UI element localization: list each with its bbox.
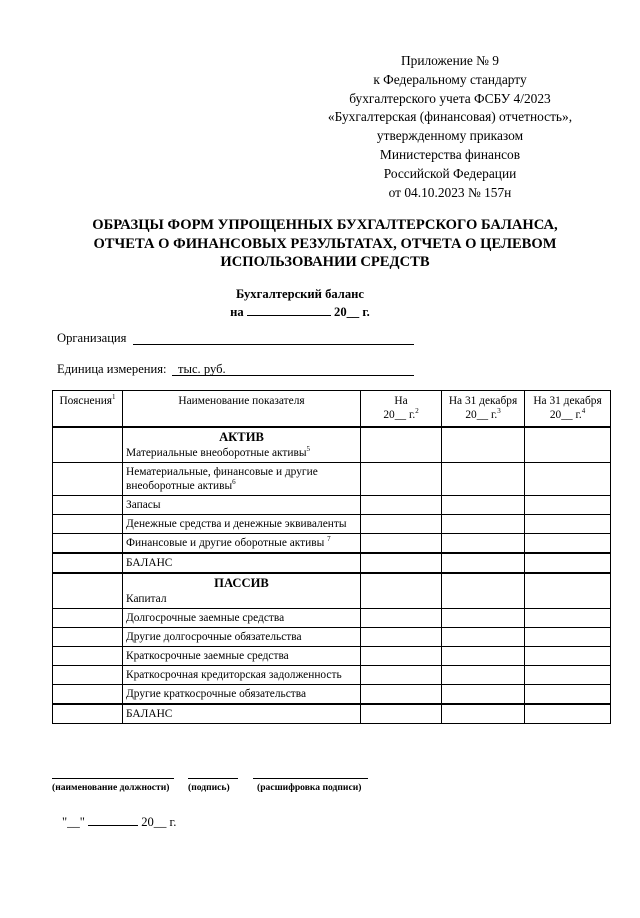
- notes-cell[interactable]: [53, 609, 123, 628]
- value-cell[interactable]: [442, 463, 525, 496]
- row-label: Финансовые и другие оборотные активы: [126, 537, 325, 549]
- header-col1: [361, 391, 442, 428]
- value-cell[interactable]: [525, 427, 611, 463]
- notes-cell[interactable]: [53, 704, 123, 724]
- notes-cell[interactable]: [53, 463, 123, 496]
- form-date-blank[interactable]: [247, 302, 331, 316]
- header-col1-line2: 20__ г.: [383, 409, 416, 421]
- value-cell[interactable]: [442, 647, 525, 666]
- form-date-year: 20__: [334, 305, 360, 319]
- balance-total-label: БАЛАНС: [123, 704, 361, 724]
- value-cell[interactable]: [525, 647, 611, 666]
- appendix-line: Министерства финансов: [379, 146, 521, 162]
- footnote-ref: 3: [497, 407, 501, 416]
- value-cell[interactable]: [525, 553, 611, 573]
- header-col2-line1: На 31 декабря: [448, 395, 518, 407]
- table-row: [53, 685, 611, 705]
- notes-cell[interactable]: [53, 666, 123, 685]
- value-cell[interactable]: [442, 496, 525, 515]
- date-year: 20__: [141, 815, 167, 829]
- unit-field[interactable]: [172, 375, 414, 376]
- header-col3-line1: На 31 декабря: [533, 395, 602, 407]
- value-cell[interactable]: [361, 553, 442, 573]
- table-row: [53, 666, 611, 685]
- header-col1-line1: На: [394, 395, 408, 407]
- header-notes: [53, 391, 123, 428]
- header-col2: [442, 391, 525, 428]
- value-cell[interactable]: [361, 515, 442, 534]
- value-cell[interactable]: [442, 666, 525, 685]
- table-row: [53, 553, 611, 573]
- table-row: [53, 515, 611, 534]
- value-cell[interactable]: [525, 666, 611, 685]
- value-cell[interactable]: [525, 463, 611, 496]
- indicator-cell: Долгосрочные заемные средства: [123, 609, 361, 628]
- organization-field[interactable]: [133, 344, 414, 345]
- value-cell[interactable]: [525, 685, 611, 705]
- unit-value: тыс. руб.: [178, 362, 226, 376]
- header-indicator: Наименование показателя: [123, 391, 361, 428]
- appendix-line: Приложение № 9: [400, 53, 500, 68]
- form-name: Бухгалтерский баланс: [236, 287, 364, 301]
- appendix-line: утвержденному приказом: [376, 128, 524, 144]
- value-cell[interactable]: [442, 609, 525, 628]
- appendix-line: от 04.10.2023 № 157н: [388, 184, 512, 200]
- unit-label: Единица измерения:: [57, 362, 167, 376]
- appendix-line: «Бухгалтерская (финансовая) отчетность»,: [327, 109, 573, 125]
- row-label: Нематериальные, финансовые и другие внеоборотные активы: [126, 466, 318, 492]
- footnote-ref: 1: [112, 393, 116, 402]
- table-header-row: [53, 391, 611, 428]
- footnote-ref: 4: [581, 407, 586, 416]
- value-cell[interactable]: [361, 534, 442, 554]
- footnote-ref: 6: [232, 478, 236, 487]
- position-line[interactable]: [52, 778, 174, 779]
- value-cell[interactable]: [442, 704, 525, 724]
- table-row: [53, 427, 611, 463]
- balance-total-label: БАЛАНС: [123, 553, 361, 573]
- notes-cell[interactable]: [53, 515, 123, 534]
- value-cell[interactable]: [361, 609, 442, 628]
- notes-cell[interactable]: [53, 647, 123, 666]
- value-cell[interactable]: [525, 515, 611, 534]
- value-cell[interactable]: [442, 553, 525, 573]
- document-title: [40, 216, 610, 272]
- table-row: [53, 496, 611, 515]
- table-row: [53, 609, 611, 628]
- row-label: Капитал: [126, 593, 167, 605]
- signature-label: (подпись): [188, 782, 230, 793]
- value-cell[interactable]: [442, 534, 525, 554]
- table-row: [53, 628, 611, 647]
- notes-cell[interactable]: [53, 628, 123, 647]
- value-cell[interactable]: [442, 628, 525, 647]
- footnote-ref: 7: [327, 535, 331, 544]
- notes-cell[interactable]: [53, 427, 123, 463]
- value-cell[interactable]: [361, 573, 442, 609]
- date-day: "__": [62, 815, 85, 829]
- indicator-cell: Краткосрочные заемные средства: [123, 647, 361, 666]
- value-cell[interactable]: [525, 534, 611, 554]
- signature-date: [62, 812, 176, 830]
- signature-line[interactable]: [188, 778, 238, 779]
- value-cell[interactable]: [525, 573, 611, 609]
- header-notes-text: Пояснения: [59, 395, 113, 407]
- table-row: [53, 704, 611, 724]
- footnote-ref: 2: [415, 407, 419, 416]
- title-line: ОБРАЗЦЫ ФОРМ УПРОЩЕННЫХ БУХГАЛТЕРСКОГО БАЛАНСА,: [92, 217, 558, 233]
- header-col3-line2: 20__ г.: [549, 409, 582, 421]
- notes-cell[interactable]: [53, 496, 123, 515]
- indicator-cell: [123, 463, 361, 496]
- date-suffix: г.: [169, 815, 177, 829]
- notes-cell[interactable]: [53, 685, 123, 705]
- title-line: ИСПОЛЬЗОВАНИИ СРЕДСТВ: [220, 254, 430, 270]
- value-cell[interactable]: [361, 496, 442, 515]
- header-col3: [525, 391, 611, 428]
- form-date-suffix: г.: [362, 305, 370, 319]
- indicator-cell: [123, 427, 361, 463]
- decoding-label: (расшифровка подписи): [257, 782, 362, 793]
- value-cell[interactable]: [442, 685, 525, 705]
- value-cell[interactable]: [525, 704, 611, 724]
- value-cell[interactable]: [525, 628, 611, 647]
- indicator-cell: [123, 534, 361, 554]
- title-line: ОТЧЕТА О ФИНАНСОВЫХ РЕЗУЛЬТАТАХ, ОТЧЕТА О ЦЕЛЕВОМ: [93, 235, 557, 252]
- notes-cell[interactable]: [53, 553, 123, 573]
- value-cell[interactable]: [525, 496, 611, 515]
- table-row: [53, 647, 611, 666]
- value-cell[interactable]: [442, 515, 525, 534]
- value-cell[interactable]: [525, 609, 611, 628]
- indicator-cell: Другие краткосрочные обязательства: [123, 685, 361, 705]
- value-cell[interactable]: [442, 573, 525, 609]
- value-cell[interactable]: [361, 427, 442, 463]
- header-col2-line2: 20__ г.: [465, 409, 498, 421]
- asset-section-heading: АКТИВ: [219, 430, 264, 444]
- balance-table: [52, 390, 611, 724]
- indicator-cell: Краткосрочная кредиторская задолженность: [123, 666, 361, 685]
- table-row: [53, 573, 611, 609]
- value-cell[interactable]: [361, 628, 442, 647]
- value-cell[interactable]: [361, 666, 442, 685]
- table-row: [53, 534, 611, 554]
- position-label: (наименование должности): [52, 782, 170, 793]
- value-cell[interactable]: [361, 647, 442, 666]
- appendix-block: [300, 52, 600, 202]
- form-date-prefix: на: [230, 305, 244, 319]
- value-cell[interactable]: [361, 704, 442, 724]
- appendix-line: Российской Федерации: [383, 165, 517, 181]
- form-title: [150, 287, 450, 320]
- row-label: Материальные внеоборотные активы: [126, 447, 307, 459]
- indicator-cell: Другие долгосрочные обязательства: [123, 628, 361, 647]
- indicator-cell: [123, 573, 361, 609]
- indicator-cell: Запасы: [123, 496, 361, 515]
- form-date: [150, 302, 450, 320]
- notes-cell[interactable]: [53, 573, 123, 609]
- table-row: [53, 463, 611, 496]
- date-month-blank[interactable]: [88, 812, 138, 826]
- value-cell[interactable]: [361, 685, 442, 705]
- value-cell[interactable]: [361, 463, 442, 496]
- footnote-ref: 5: [306, 445, 311, 454]
- indicator-cell: Денежные средства и денежные эквиваленты: [123, 515, 361, 534]
- liability-section-heading: ПАССИВ: [214, 576, 269, 590]
- appendix-line: бухгалтерского учета ФСБУ 4/2023: [349, 90, 551, 106]
- notes-cell[interactable]: [53, 534, 123, 554]
- decoding-line[interactable]: [253, 778, 368, 779]
- value-cell[interactable]: [442, 427, 525, 463]
- organization-label: Организация: [57, 331, 127, 345]
- appendix-line: к Федеральному стандарту: [373, 71, 527, 87]
